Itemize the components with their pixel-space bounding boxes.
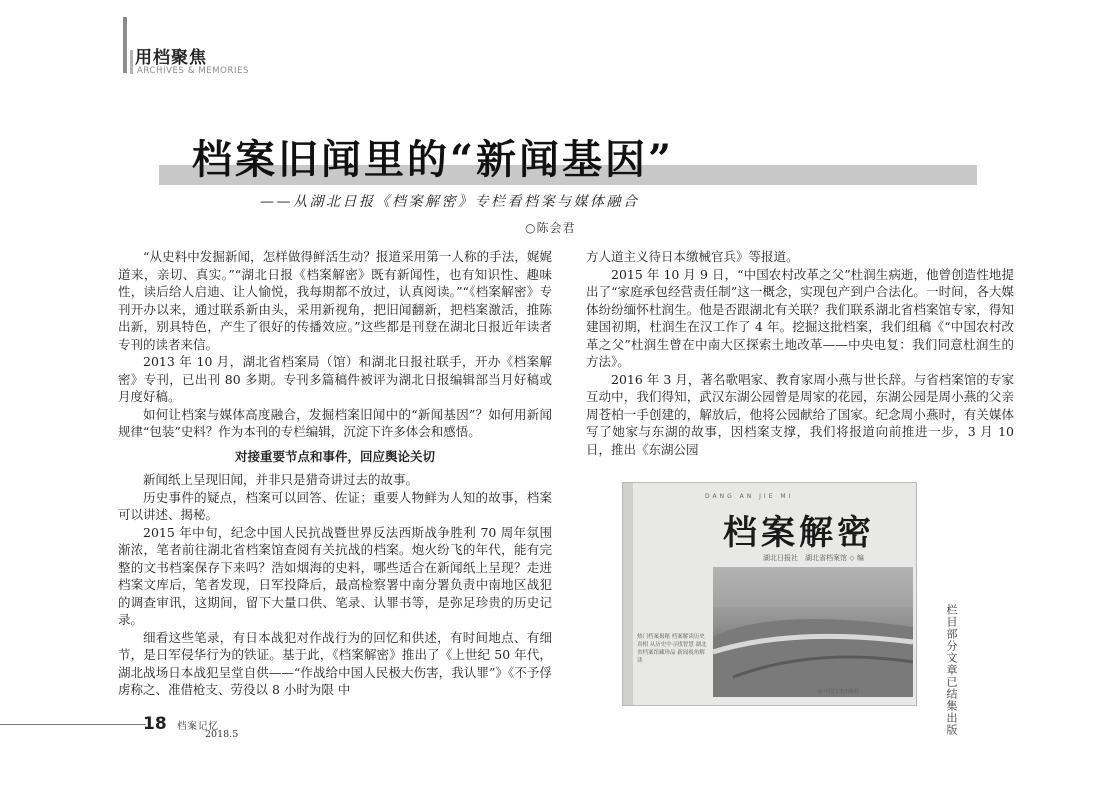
paragraph: “从史料中发掘新闻，怎样做得鲜活生动？报道采用第一人称的手法，娓娓道来，亲切、真实。”“湖北日报《档案解密》既有新闻性，也有知识性、趣味性，读后给人启迪、让人愉悦，我每期都不放过，认真阅读。”“《档案解密》专刊开办以来，通过联系新由头，采用新视角，把旧闻翻新，把档案激活，推陈出新，别具特色，产生了很好的传播效应。”这些都是刊登在湖北日报近年读者专刊的读者来信。 [118, 249, 552, 352]
journal-name: 档案记忆 [177, 721, 220, 732]
article-subtitle: ——从湖北日报《档案解密》专栏看档案与媒体融合 [260, 194, 640, 210]
paragraph: 2013 年 10 月，湖北省档案局（馆）和湖北日报社联手，开办《档案解密》专刊，已出刊 80 多期。专刊多篇稿件被评为湖北日报编辑部当月好稿或月度好稿。 [118, 354, 552, 404]
paragraph: 新闻纸上呈现旧闻，并非只是猎奇讲过去的故事。 [143, 472, 419, 487]
book-cover-photo [713, 567, 913, 697]
book-cover-image [622, 482, 917, 706]
section-heading: 对接重要节点和事件，回应舆论关切 [234, 448, 435, 464]
page-number: 18 [143, 714, 167, 734]
header-accent-bar-secondary [130, 50, 133, 74]
paragraph: 2016 年 3 月，著名歌唱家、教育家周小燕与世长辞。与省档案馆的专家互动中，我们得知，武汉东湖公园曾是周家的花园，东湖公园是周小燕的父亲周苍柏一手创建的，解放后，他将公园献给了国家。纪念周小燕时，有关媒体写了她家与东湖的故事，因档案支撑，我们将报道向前推进一步，3 月 10 日，推出《东湖公园 [586, 371, 1014, 457]
footer-rule [0, 724, 146, 725]
article-byline: ○陈会君 [525, 221, 576, 235]
bridge-illustration-icon [713, 567, 913, 697]
book-pinyin: DANG AN JIE MI [705, 493, 794, 500]
journal-issue: 2018.5 [205, 729, 239, 740]
paragraph: 细看这些笔录，有日本战犯对作战行为的回忆和供述，有时间地点、有细节，是日军侵华行为的铁证。基于此，《档案解密》推出了《上世纪 50 年代，湖北战场日本战犯呈堂自供——“作战给中国人民极大伤害，我认罪”》《不予俘虏称之、准借枪支、劳役以 8 小时为限 中 [118, 629, 552, 697]
text-column-right [586, 248, 1014, 458]
section-subtitle: ARCHIVES & MEMORIES [137, 66, 250, 76]
paragraph: 如何让档案与媒体高度融合，发掘档案旧闻中的“新闻基因”？如何用新闻规律“包装”史料？作为本刊的专栏编辑，沉淀下许多体会和感悟。 [118, 406, 552, 439]
paragraph: 2015 年中旬，纪念中国人民抗战暨世界反法西斯战争胜利 70 周年氛围渐浓，笔者前往湖北省档案馆查阅有关抗战的档案。炮火纷飞的年代，能有完整的文书档案保存下来吗？浩如烟海的史料，哪些适合在新闻纸上呈现？走进档案文库后，笔者发现，日军投降后，最高检察署中南分署负责中南地区战犯的调查审讯，这期间，留下大量口供、笔录、认罪书等，是弥足珍贵的历史记录。 [118, 524, 552, 627]
book-publisher: 湖北日报社 湖北省档案馆 ◇ 编 [763, 554, 864, 562]
paragraph: 历史事件的疑点，档案可以回答、佐证；重要人物鲜为人知的故事，档案可以讲述、揭秘。 [118, 489, 552, 522]
image-caption: 栏目部分文章已结集出版 [945, 604, 958, 736]
paragraph: 方人道主义待日本缴械官兵》等报道。 [586, 249, 799, 264]
paragraph: 2015 年 10 月 9 日，“中国农村改革之父”杜润生病逝，他曾创造性地提出了“家庭承包经营责任制”这一概念，实现包产到户合法化。一时间，各大媒体纷纷缅怀杜润生。他是否跟湖北有关联？我们联系湖北省档案馆专家，得知建国初期，杜润生在汉工作了 4 年。挖掘这批档案，我们组稿《“中国农村改革之父”杜润生曾在中南大区探索土地改革——中央电复：我们同意杜润生的方法》。 [586, 266, 1014, 369]
article-title: 档案旧闻里的“新闻基因” [192, 136, 675, 183]
text-column-left [118, 248, 552, 699]
book-title: 档案解密 [723, 513, 875, 553]
book-blurb: 热门档案揭秘 档案解读历史真相 从历史中寻找智慧 湖北省档案馆藏珍品 新闻视角解读 [637, 634, 707, 664]
book-press: ◎ 中国文史出版社 [818, 689, 859, 695]
book-spine [623, 483, 633, 705]
header-accent-bar [123, 17, 127, 73]
section-title: 用档聚焦 [135, 48, 207, 68]
